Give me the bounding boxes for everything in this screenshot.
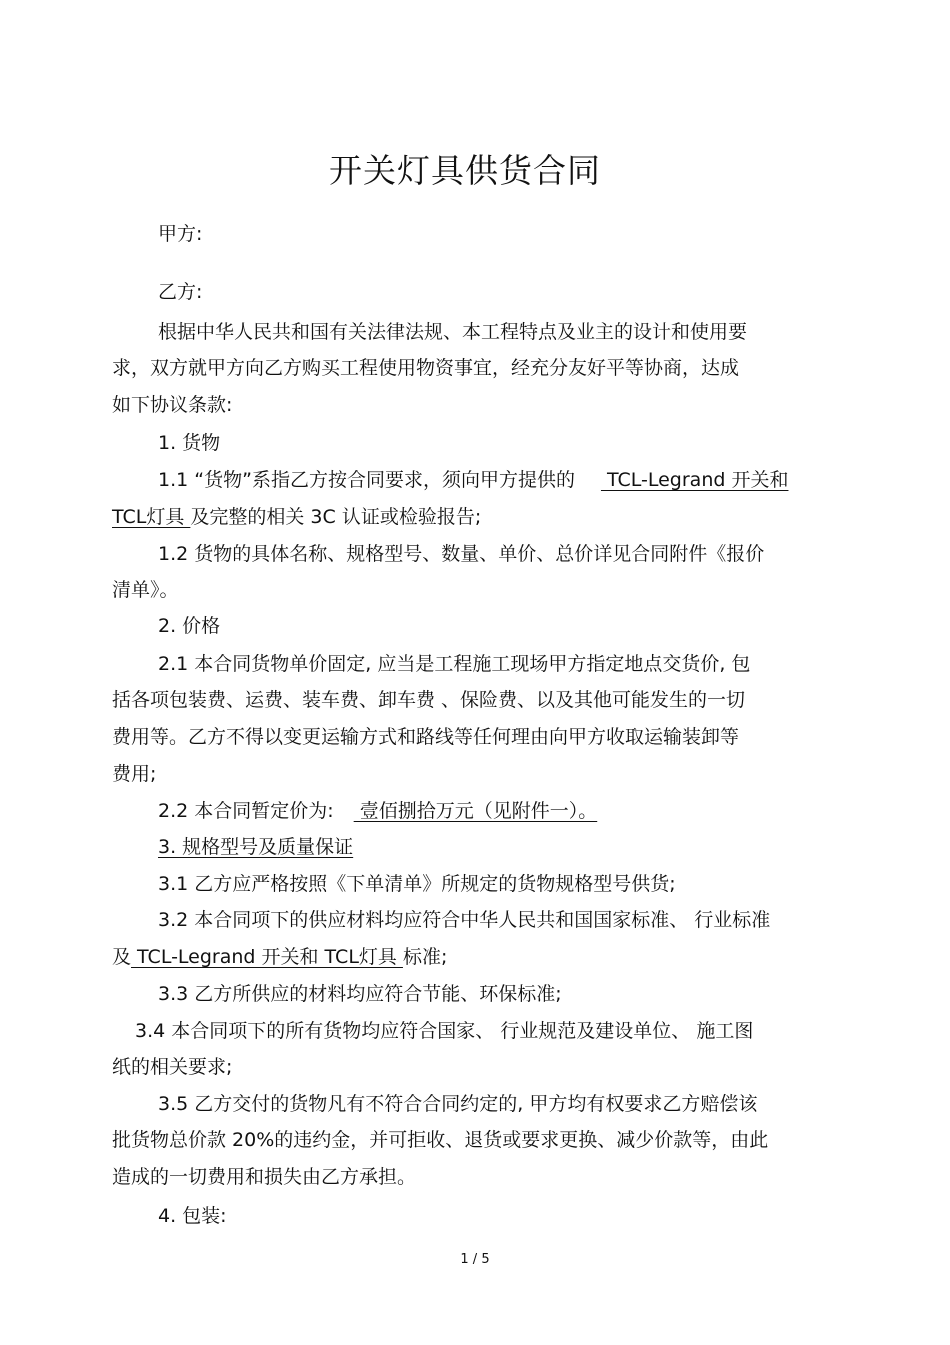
clause-2-1-line-3: 费用等。乙方不得以变更运输方式和路线等任何理由向甲方收取运输装卸等 — [112, 726, 740, 748]
clause-1-1-line-1 — [158, 468, 788, 492]
clause-2-2-label: 2.2 本合同暂定价为: — [158, 800, 334, 822]
clause-3-4-line-2: 纸的相关要求; — [112, 1056, 233, 1078]
page-number: 1 / 5 — [460, 1252, 490, 1267]
document-title: 开关灯具供货合同 — [329, 151, 601, 190]
clause-3-1: 3.1 乙方应严格按照《下单清单》所规定的货物规格型号供货; — [158, 873, 676, 895]
intro-line-3: 如下协议条款: — [112, 394, 233, 416]
clause-1-1-line-2 — [112, 505, 481, 529]
clause-1-1-product-cont: TCL灯具 — [112, 506, 191, 528]
party-a-label: 甲方: — [158, 223, 203, 245]
clause-2-1-line-4: 费用; — [112, 763, 157, 785]
section-2-heading: 2. 价格 — [158, 615, 221, 637]
intro-line-1: 根据中华人民共和国有关法律法规、本工程特点及业主的设计和使用要 — [158, 321, 748, 343]
section-4-heading: 4. 包装: — [158, 1205, 227, 1227]
clause-2-1-line-1: 2.1 本合同货物单价固定, 应当是工程施工现场甲方指定地点交货价, 包 — [158, 653, 751, 675]
clause-1-1-text: 1.1 “货物”系指乙方按合同要求，须向甲方提供的 — [158, 469, 575, 491]
clause-3-2-product: TCL-Legrand 开关和 TCL灯具 — [131, 946, 403, 968]
clause-3-5-line-3: 造成的一切费用和损失由乙方承担。 — [112, 1166, 417, 1188]
clause-1-1-text-cont: 及完整的相关 3C 认证或检验报告; — [190, 506, 482, 528]
clause-3-4-line-1: 3.4 本合同项下的所有货物均应符合国家、 行业规范及建设单位、 施工图 — [135, 1020, 754, 1042]
clause-3-3: 3.3 乙方所供应的材料均应符合节能、环保标准; — [158, 983, 562, 1005]
clause-1-1-product: TCL-Legrand 开关和 — [600, 469, 789, 491]
clause-3-2-line-1: 3.2 本合同项下的供应材料均应符合中华人民共和国国家标准、 行业标准 — [158, 909, 771, 931]
intro-line-2: 求，双方就甲方向乙方购买工程使用物资事宜，经充分友好平等协商，达成 — [112, 357, 740, 379]
clause-2-2 — [158, 799, 597, 823]
section-3-heading: 3. 规格型号及质量保证 — [158, 836, 354, 858]
clause-3-2-suffix: 标准; — [402, 946, 448, 968]
clause-1-2-line-2: 清单》。 — [112, 579, 179, 601]
clause-3-2-prefix: 及 — [112, 946, 132, 968]
contract-price: 壹佰捌拾万元（见附件一）。 — [353, 800, 598, 822]
clause-1-2-line-1: 1.2 货物的具体名称、规格型号、数量、单价、总价详见合同附件《报价 — [158, 543, 765, 565]
section-1-heading: 1. 货物 — [158, 432, 221, 454]
clause-3-5-line-2: 批货物总价款 20%的违约金，并可拒收、退货或要求更换、减少价款等，由此 — [112, 1129, 769, 1151]
clause-3-5-line-1: 3.5 乙方交付的货物凡有不符合合同约定的, 甲方均有权要求乙方赔偿该 — [158, 1093, 758, 1115]
clause-2-1-line-2: 括各项包装费、运费、装车费、卸车费 、保险费、以及其他可能发生的一切 — [112, 689, 746, 711]
clause-3-2-line-2 — [112, 945, 447, 969]
party-b-label: 乙方: — [158, 281, 203, 303]
